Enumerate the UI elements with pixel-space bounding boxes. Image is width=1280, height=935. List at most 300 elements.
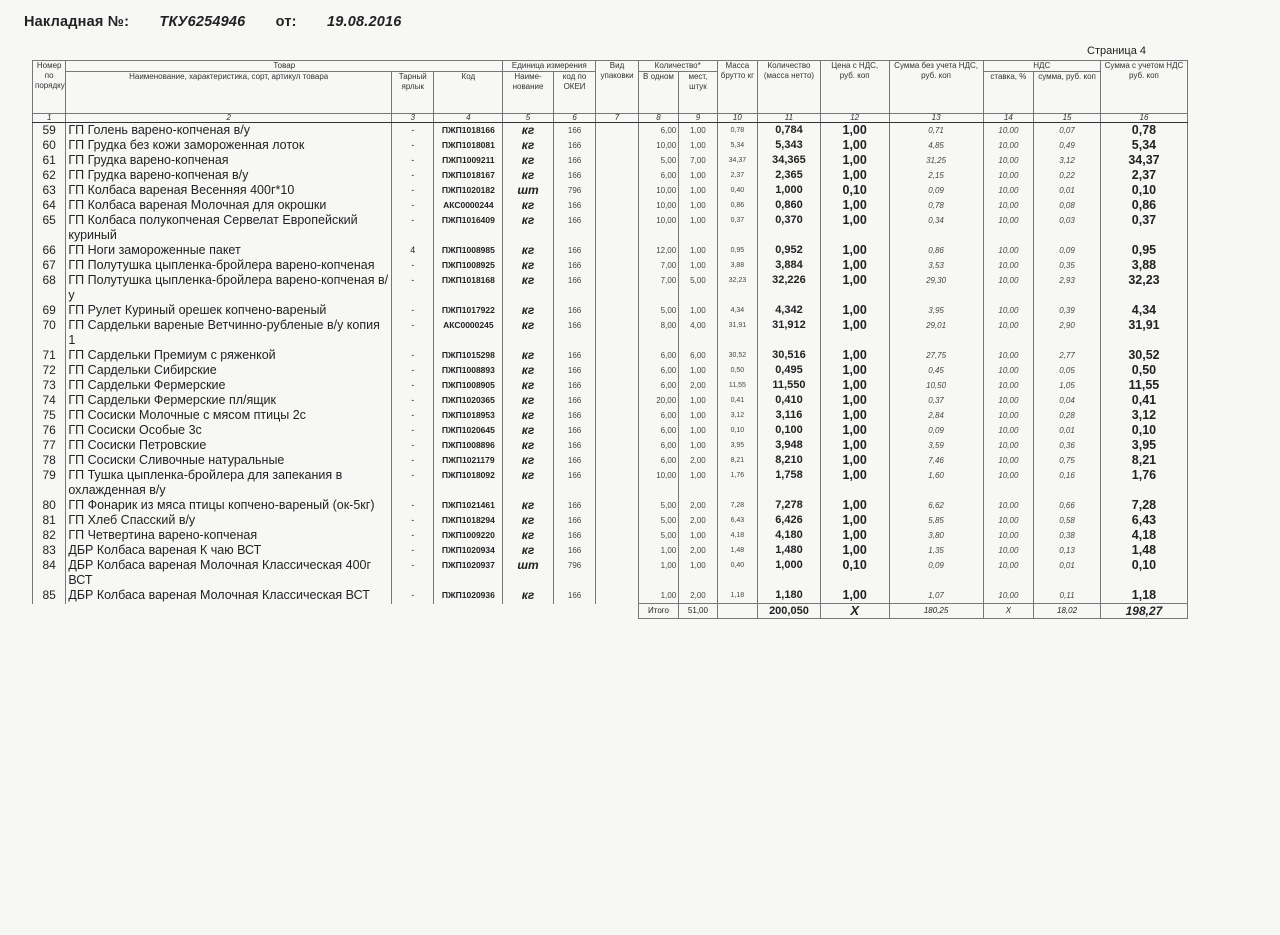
unit-okei: 166 — [553, 303, 595, 318]
row-number: 83 — [33, 543, 66, 558]
gross-mass: 6,43 — [717, 513, 757, 528]
net-quantity: 0,370 — [758, 213, 821, 243]
row-number: 74 — [33, 393, 66, 408]
col-qty-places-header: мест, штук — [679, 72, 717, 114]
qty-in-one: 5,00 — [638, 528, 678, 543]
vat-rate: 10,00 — [983, 303, 1034, 318]
row-number: 61 — [33, 153, 66, 168]
unit-name: кг — [503, 588, 554, 604]
sum-without-vat: 1,07 — [889, 588, 983, 604]
vat-sum: 2,77 — [1034, 348, 1101, 363]
tare-tag: - — [392, 198, 434, 213]
net-quantity: 0,410 — [758, 393, 821, 408]
sum-without-vat: 1,35 — [889, 543, 983, 558]
product-code: ПЖП1018081 — [434, 138, 503, 153]
product-code: ПЖП1018092 — [434, 468, 503, 498]
price-with-vat: 1,00 — [820, 348, 889, 363]
qty-places: 1,00 — [679, 423, 717, 438]
product-name: ГП Грудка варено-копченая — [66, 153, 392, 168]
table-row — [33, 153, 1188, 168]
net-quantity: 1,480 — [758, 543, 821, 558]
unit-okei: 166 — [553, 318, 595, 348]
invoice-rows — [33, 123, 1188, 604]
product-code: ПЖП1021179 — [434, 453, 503, 468]
tare-tag: - — [392, 183, 434, 198]
price-with-vat: 1,00 — [820, 243, 889, 258]
qty-places: 2,00 — [679, 453, 717, 468]
net-quantity: 30,516 — [758, 348, 821, 363]
table-row — [33, 498, 1188, 513]
price-with-vat: 0,10 — [820, 183, 889, 198]
qty-in-one: 8,00 — [638, 318, 678, 348]
tare-tag: - — [392, 258, 434, 273]
sum-without-vat: 4,85 — [889, 138, 983, 153]
vat-rate: 10,00 — [983, 123, 1034, 139]
unit-name: кг — [503, 243, 554, 258]
price-with-vat: 1,00 — [820, 528, 889, 543]
qty-places: 1,00 — [679, 558, 717, 588]
column-number: 4 — [434, 114, 503, 123]
row-number: 82 — [33, 528, 66, 543]
sum-without-vat: 6,62 — [889, 498, 983, 513]
price-with-vat: 1,00 — [820, 393, 889, 408]
sum-without-vat: 0,09 — [889, 183, 983, 198]
tare-tag: - — [392, 408, 434, 423]
vat-rate: 10,00 — [983, 363, 1034, 378]
sum-without-vat: 5,85 — [889, 513, 983, 528]
table-row — [33, 363, 1188, 378]
net-quantity: 3,948 — [758, 438, 821, 453]
net-quantity: 2,365 — [758, 168, 821, 183]
invoice-date: 19.08.2016 — [326, 14, 402, 30]
gross-mass: 1,18 — [717, 588, 757, 604]
tare-tag: - — [392, 393, 434, 408]
gross-mass: 0,40 — [717, 183, 757, 198]
qty-in-one: 6,00 — [638, 363, 678, 378]
qty-places: 4,00 — [679, 318, 717, 348]
sum-with-vat: 3,12 — [1100, 408, 1187, 423]
column-number: 16 — [1100, 114, 1187, 123]
qty-in-one: 6,00 — [638, 438, 678, 453]
gross-mass: 2,37 — [717, 168, 757, 183]
product-code: ПЖП1008985 — [434, 243, 503, 258]
sum-with-vat: 0,95 — [1100, 243, 1187, 258]
net-quantity: 4,180 — [758, 528, 821, 543]
row-number: 65 — [33, 213, 66, 243]
vat-sum: 0,22 — [1034, 168, 1101, 183]
qty-in-one: 5,00 — [638, 513, 678, 528]
unit-name: кг — [503, 213, 554, 243]
col-vat-rate-header: ставка, % — [983, 72, 1034, 114]
col-vat-sum-header: сумма, руб. коп — [1034, 72, 1101, 114]
product-name: ГП Сардельки Фермерские — [66, 378, 392, 393]
unit-name: кг — [503, 123, 554, 139]
qty-places: 1,00 — [679, 138, 717, 153]
row-number: 78 — [33, 453, 66, 468]
totals-places: 51,00 — [679, 604, 717, 619]
row-number: 84 — [33, 558, 66, 588]
unit-name: шт — [503, 558, 554, 588]
package-type — [596, 153, 638, 168]
column-number: 3 — [392, 114, 434, 123]
net-quantity: 6,426 — [758, 513, 821, 528]
product-name: ГП Грудка без кожи замороженная лоток — [66, 138, 392, 153]
qty-in-one: 10,00 — [638, 198, 678, 213]
sum-with-vat: 11,55 — [1100, 378, 1187, 393]
price-with-vat: 1,00 — [820, 408, 889, 423]
product-name: ГП Сардельки Сибирские — [66, 363, 392, 378]
column-number: 9 — [679, 114, 717, 123]
product-name: ГП Тушка цыпленка-бройлера для запекания в охлажденная в/у — [66, 468, 392, 498]
tare-tag: - — [392, 348, 434, 363]
col-sum-header: Сумма без учета НДС, руб. коп — [889, 61, 983, 114]
qty-places: 1,00 — [679, 363, 717, 378]
net-quantity: 0,495 — [758, 363, 821, 378]
table-row — [33, 213, 1188, 243]
vat-rate: 10,00 — [983, 348, 1034, 363]
product-name: ГП Колбаса вареная Молочная для окрошки — [66, 198, 392, 213]
vat-rate: 10,00 — [983, 393, 1034, 408]
product-code: ПЖП1018953 — [434, 408, 503, 423]
gross-mass: 30,52 — [717, 348, 757, 363]
sum-without-vat: 3,80 — [889, 528, 983, 543]
column-number: 13 — [889, 114, 983, 123]
package-type — [596, 258, 638, 273]
package-type — [596, 543, 638, 558]
unit-name: кг — [503, 153, 554, 168]
table-row — [33, 273, 1188, 303]
product-name: ГП Сосиски Сливочные натуральные — [66, 453, 392, 468]
package-type — [596, 348, 638, 363]
vat-rate: 10,00 — [983, 528, 1034, 543]
sum-without-vat: 29,01 — [889, 318, 983, 348]
table-row — [33, 123, 1188, 139]
unit-name: кг — [503, 408, 554, 423]
tare-tag: - — [392, 528, 434, 543]
net-quantity: 1,000 — [758, 558, 821, 588]
vat-rate: 10,00 — [983, 318, 1034, 348]
gross-mass: 0,78 — [717, 123, 757, 139]
vat-sum: 0,66 — [1034, 498, 1101, 513]
package-type — [596, 588, 638, 604]
sum-with-vat: 30,52 — [1100, 348, 1187, 363]
row-number: 68 — [33, 273, 66, 303]
qty-in-one: 10,00 — [638, 183, 678, 198]
qty-in-one: 6,00 — [638, 378, 678, 393]
totals-row — [33, 604, 1188, 619]
sum-without-vat: 0,09 — [889, 423, 983, 438]
vat-rate: 10,00 — [983, 168, 1034, 183]
unit-okei: 166 — [553, 213, 595, 243]
unit-okei: 166 — [553, 168, 595, 183]
row-number: 60 — [33, 138, 66, 153]
table-row — [33, 408, 1188, 423]
tare-tag: - — [392, 318, 434, 348]
col-pack-header: Вид упаковки — [596, 61, 638, 114]
product-code: ПЖП1020934 — [434, 543, 503, 558]
product-code: ПЖП1018168 — [434, 273, 503, 303]
net-quantity: 3,116 — [758, 408, 821, 423]
vat-sum: 2,90 — [1034, 318, 1101, 348]
price-with-vat: 1,00 — [820, 318, 889, 348]
price-with-vat: 1,00 — [820, 213, 889, 243]
col-product-desc-header: Наименование, характеристика, сорт, артикул товара — [66, 72, 392, 114]
vat-sum: 0,01 — [1034, 423, 1101, 438]
unit-okei: 166 — [553, 468, 595, 498]
product-name: ГП Сардельки Фермерские пл/ящик — [66, 393, 392, 408]
row-number: 77 — [33, 438, 66, 453]
price-with-vat: 1,00 — [820, 438, 889, 453]
vat-rate: 10,00 — [983, 138, 1034, 153]
gross-mass: 4,34 — [717, 303, 757, 318]
vat-sum: 0,16 — [1034, 468, 1101, 498]
gross-mass: 0,50 — [717, 363, 757, 378]
product-name: ГП Полутушка цыпленка-бройлера варено-копченая — [66, 258, 392, 273]
tare-tag: - — [392, 138, 434, 153]
gross-mass: 0,10 — [717, 423, 757, 438]
column-number: 11 — [758, 114, 821, 123]
vat-rate: 10,00 — [983, 588, 1034, 604]
column-number: 12 — [820, 114, 889, 123]
unit-okei: 166 — [553, 408, 595, 423]
sum-with-vat: 0,86 — [1100, 198, 1187, 213]
net-quantity: 1,758 — [758, 468, 821, 498]
package-type — [596, 423, 638, 438]
table-row — [33, 168, 1188, 183]
net-quantity: 4,342 — [758, 303, 821, 318]
gross-mass: 3,88 — [717, 258, 757, 273]
qty-places: 1,00 — [679, 213, 717, 243]
tare-tag: - — [392, 453, 434, 468]
product-name: ГП Сосиски Петровские — [66, 438, 392, 453]
qty-in-one: 6,00 — [638, 453, 678, 468]
sum-with-vat: 2,37 — [1100, 168, 1187, 183]
unit-okei: 166 — [553, 423, 595, 438]
qty-in-one: 6,00 — [638, 123, 678, 139]
gross-mass: 3,95 — [717, 438, 757, 453]
vat-sum: 0,38 — [1034, 528, 1101, 543]
gross-mass: 5,34 — [717, 138, 757, 153]
price-with-vat: 1,00 — [820, 378, 889, 393]
unit-okei: 166 — [553, 498, 595, 513]
row-number: 71 — [33, 348, 66, 363]
net-quantity: 3,884 — [758, 258, 821, 273]
totals-total: 198,27 — [1100, 604, 1187, 619]
qty-in-one: 12,00 — [638, 243, 678, 258]
product-code: ПЖП1021461 — [434, 498, 503, 513]
qty-places: 2,00 — [679, 378, 717, 393]
net-quantity: 31,912 — [758, 318, 821, 348]
unit-name: кг — [503, 168, 554, 183]
gross-mass: 3,12 — [717, 408, 757, 423]
net-quantity: 8,210 — [758, 453, 821, 468]
table-row — [33, 138, 1188, 153]
unit-okei: 796 — [553, 183, 595, 198]
price-with-vat: 1,00 — [820, 303, 889, 318]
product-name: ДБР Колбаса вареная К чаю ВСТ — [66, 543, 392, 558]
qty-in-one: 10,00 — [638, 468, 678, 498]
product-name: ГП Четвертина варено-копченая — [66, 528, 392, 543]
sum-with-vat: 0,10 — [1100, 183, 1187, 198]
product-code: ПЖП1020182 — [434, 183, 503, 198]
gross-mass: 0,41 — [717, 393, 757, 408]
qty-in-one: 6,00 — [638, 168, 678, 183]
page-number: Страница 4 — [1087, 45, 1147, 57]
table-row — [33, 348, 1188, 363]
qty-in-one: 10,00 — [638, 213, 678, 243]
package-type — [596, 378, 638, 393]
sum-without-vat: 29,30 — [889, 273, 983, 303]
sum-with-vat: 31,91 — [1100, 318, 1187, 348]
row-number: 62 — [33, 168, 66, 183]
unit-okei: 166 — [553, 363, 595, 378]
qty-places: 1,00 — [679, 198, 717, 213]
sum-without-vat: 1,60 — [889, 468, 983, 498]
price-with-vat: 1,00 — [820, 198, 889, 213]
vat-sum: 3,12 — [1034, 153, 1101, 168]
col-tag-header: Тарный ярлык — [392, 72, 434, 114]
product-code: ПЖП1020937 — [434, 558, 503, 588]
unit-okei: 796 — [553, 558, 595, 588]
qty-places: 1,00 — [679, 168, 717, 183]
vat-rate: 10,00 — [983, 153, 1034, 168]
qty-places: 1,00 — [679, 438, 717, 453]
column-number-row — [33, 114, 1188, 123]
vat-rate: 10,00 — [983, 468, 1034, 498]
sum-without-vat: 0,71 — [889, 123, 983, 139]
unit-name: кг — [503, 543, 554, 558]
qty-places: 1,00 — [679, 468, 717, 498]
tare-tag: - — [392, 468, 434, 498]
qty-places: 2,00 — [679, 498, 717, 513]
sum-without-vat: 3,95 — [889, 303, 983, 318]
vat-rate: 10,00 — [983, 558, 1034, 588]
product-name: ДБР Колбаса вареная Молочная Классическая 400г ВСТ — [66, 558, 392, 588]
vat-sum: 0,39 — [1034, 303, 1101, 318]
vat-rate: 10,00 — [983, 258, 1034, 273]
vat-sum: 0,49 — [1034, 138, 1101, 153]
row-number: 80 — [33, 498, 66, 513]
sum-with-vat: 7,28 — [1100, 498, 1187, 513]
row-number: 79 — [33, 468, 66, 498]
net-quantity: 34,365 — [758, 153, 821, 168]
table-row — [33, 588, 1188, 604]
gross-mass: 1,76 — [717, 468, 757, 498]
unit-name: кг — [503, 423, 554, 438]
sum-with-vat: 4,18 — [1100, 528, 1187, 543]
unit-okei: 166 — [553, 543, 595, 558]
unit-okei: 166 — [553, 438, 595, 453]
unit-okei: 166 — [553, 588, 595, 604]
product-code: ПЖП1020365 — [434, 393, 503, 408]
column-number: 14 — [983, 114, 1034, 123]
product-code: ПЖП1018166 — [434, 123, 503, 139]
sum-with-vat: 0,10 — [1100, 423, 1187, 438]
gross-mass: 32,23 — [717, 273, 757, 303]
qty-places: 2,00 — [679, 588, 717, 604]
vat-sum: 1,05 — [1034, 378, 1101, 393]
sum-without-vat: 0,37 — [889, 393, 983, 408]
table-row — [33, 198, 1188, 213]
product-name: ГП Сардельки Премиум с ряженкой — [66, 348, 392, 363]
gross-mass: 0,95 — [717, 243, 757, 258]
vat-rate: 10,00 — [983, 273, 1034, 303]
unit-okei: 166 — [553, 153, 595, 168]
table-row — [33, 558, 1188, 588]
sum-without-vat: 10,50 — [889, 378, 983, 393]
invoice-header — [24, 14, 428, 30]
product-name: ГП Фонарик из мяса птицы копчено-вареный (ок-5кг) — [66, 498, 392, 513]
totals-net: 200,050 — [758, 604, 821, 619]
qty-in-one: 5,00 — [638, 153, 678, 168]
tare-tag: - — [392, 543, 434, 558]
sum-with-vat: 4,34 — [1100, 303, 1187, 318]
package-type — [596, 498, 638, 513]
gross-mass: 1,48 — [717, 543, 757, 558]
package-type — [596, 213, 638, 243]
sum-without-vat: 0,34 — [889, 213, 983, 243]
unit-name: кг — [503, 138, 554, 153]
unit-okei: 166 — [553, 528, 595, 543]
unit-name: шт — [503, 183, 554, 198]
col-num-header: Номер по порядку — [33, 61, 66, 114]
gross-mass: 0,86 — [717, 198, 757, 213]
net-quantity: 0,100 — [758, 423, 821, 438]
qty-places: 1,00 — [679, 258, 717, 273]
price-with-vat: 1,00 — [820, 273, 889, 303]
vat-sum: 0,04 — [1034, 393, 1101, 408]
tare-tag: - — [392, 498, 434, 513]
qty-places: 1,00 — [679, 528, 717, 543]
sum-without-vat: 0,45 — [889, 363, 983, 378]
qty-in-one: 5,00 — [638, 303, 678, 318]
package-type — [596, 138, 638, 153]
sum-with-vat: 1,48 — [1100, 543, 1187, 558]
row-number: 73 — [33, 378, 66, 393]
sum-without-vat: 27,75 — [889, 348, 983, 363]
unit-name: кг — [503, 498, 554, 513]
table-row — [33, 378, 1188, 393]
price-with-vat: 1,00 — [820, 513, 889, 528]
tare-tag: - — [392, 378, 434, 393]
package-type — [596, 453, 638, 468]
sum-with-vat: 0,78 — [1100, 123, 1187, 139]
vat-sum: 0,03 — [1034, 213, 1101, 243]
totals-vat: 18,02 — [1034, 604, 1101, 619]
product-name: ГП Голень варено-копченая в/у — [66, 123, 392, 139]
product-code: ПЖП1017922 — [434, 303, 503, 318]
sum-with-vat: 0,50 — [1100, 363, 1187, 378]
invoice-label: Накладная №: — [24, 14, 130, 30]
totals-sum: 180,25 — [889, 604, 983, 619]
product-code: ПЖП1009220 — [434, 528, 503, 543]
unit-name: кг — [503, 528, 554, 543]
tare-tag: - — [392, 123, 434, 139]
vat-rate: 10,00 — [983, 453, 1034, 468]
price-with-vat: 1,00 — [820, 138, 889, 153]
row-number: 63 — [33, 183, 66, 198]
unit-okei: 166 — [553, 123, 595, 139]
price-with-vat: 1,00 — [820, 453, 889, 468]
unit-okei: 166 — [553, 273, 595, 303]
row-number: 81 — [33, 513, 66, 528]
vat-sum: 0,75 — [1034, 453, 1101, 468]
vat-rate: 10,00 — [983, 183, 1034, 198]
table-row — [33, 243, 1188, 258]
unit-name: кг — [503, 348, 554, 363]
row-number: 72 — [33, 363, 66, 378]
sum-with-vat: 0,10 — [1100, 558, 1187, 588]
